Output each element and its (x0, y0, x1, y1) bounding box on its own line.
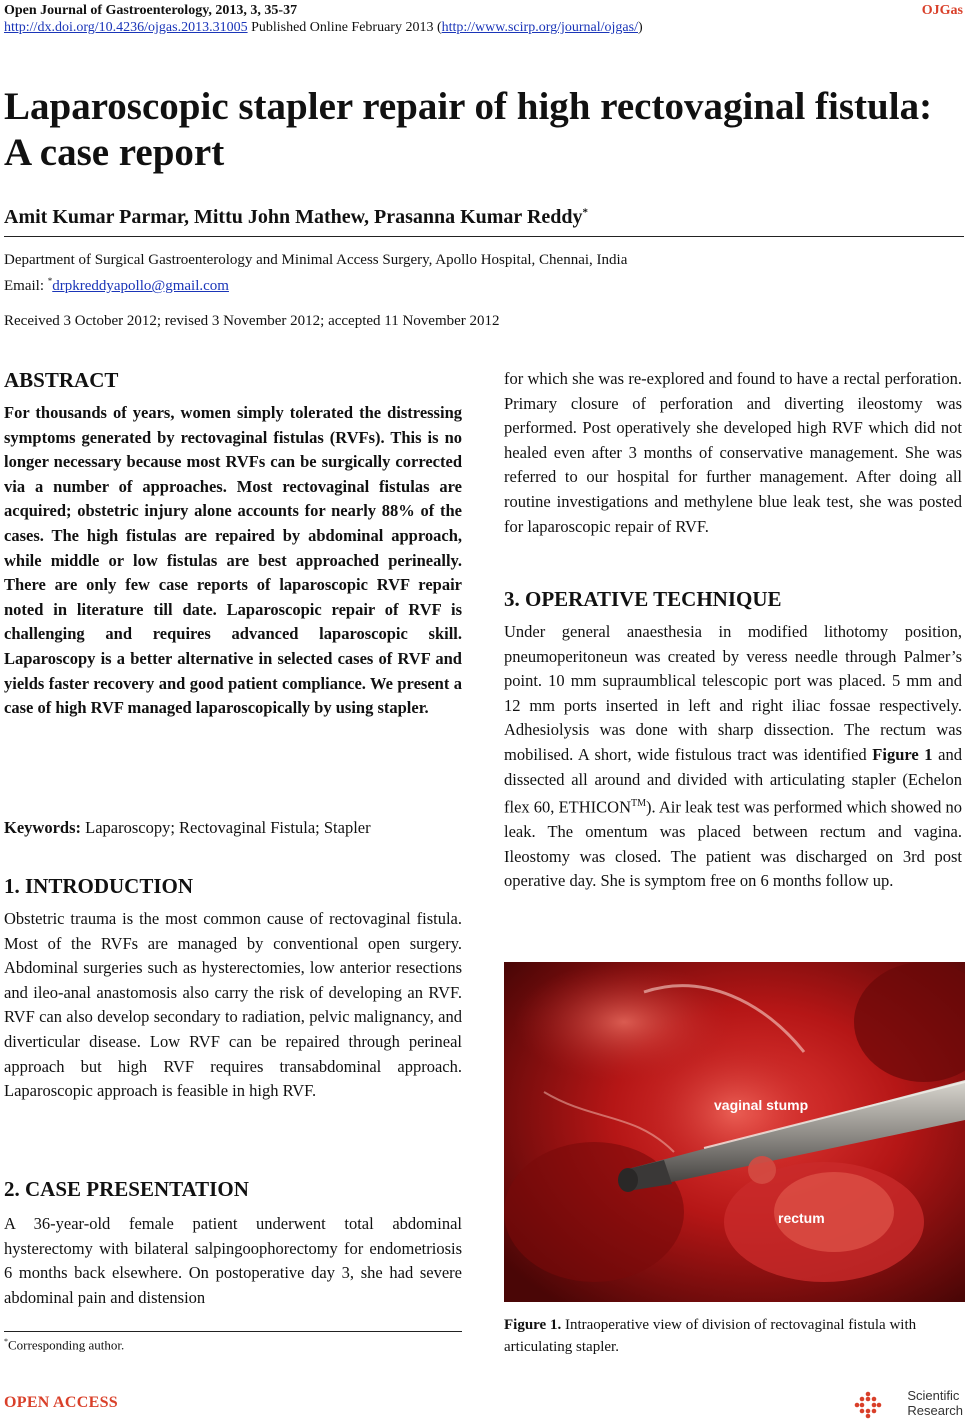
footnote-mark: * (4, 1337, 8, 1346)
technique-heading: 3. OPERATIVE TECHNIQUE (504, 587, 782, 611)
email-label: Email: (4, 278, 48, 294)
case-body-left: A 36-year-old female patient underwent total abdominal hysterectomy with bilateral salpingoophorectomy for endometriosis 6 months back elsewhere. On postoperative day 3, she had severe abdominal pain and distension (4, 1214, 462, 1307)
trademark-mark: TM (631, 798, 647, 810)
technique-text-c: ). Air leak test was performed which showed no leak. The omentum was placed between rectum and vagina. Ileostomy was closed. The patient was discharged on 3rd post operative day. She is symptom free on 6 months follow up. (504, 797, 962, 891)
intraoperative-photo (504, 962, 965, 1302)
author-list (4, 206, 588, 229)
open-access-label: OPEN ACCESS (4, 1394, 118, 1411)
title-divider (4, 236, 964, 237)
caption-text: Intraoperative view of division of rectovaginal fistula with articulating stapler. (504, 1317, 917, 1355)
publisher-line-2: Research (907, 1403, 963, 1418)
received-dates: Received 3 October 2012; revised 3 November 2012; accepted 11 November 2012 (4, 313, 500, 329)
label-rectum: rectum (778, 1210, 825, 1226)
abstract-section (4, 367, 462, 721)
case-section-right (504, 367, 962, 539)
footnote-text: Corresponding author. (8, 1337, 125, 1353)
email-mark: * (47, 276, 53, 286)
publisher-name (907, 1388, 963, 1418)
footnote-divider (4, 1331, 462, 1332)
technique-section (504, 586, 962, 894)
affiliation: Department of Surgical Gastroenterology and Minimal Access Surgery, Apollo Hospital, Chennai, India (4, 252, 628, 268)
technique-body (504, 620, 962, 894)
paper-title (4, 84, 954, 176)
case-body-right: for which she was re-explored and found to have a rectal perforation. Primary closure of perforation and diverting ileostomy was performed. Post operatively she developed high RVF which did not healed even after 3 months of conservative management. She was referred to our hospital for further management. After doing all routine investigations and methylene blue leak test, she was posted for laparoscopic repair of RVF. (504, 369, 962, 536)
title-line-1: Laparoscopic stapler repair of high rectovaginal fistula: (4, 85, 933, 128)
journal-abbrev: OJGas (921, 3, 963, 18)
figure-reference: Figure 1 (872, 744, 933, 764)
email-line (4, 271, 627, 297)
journal-link[interactable]: http://www.scirp.org/journal/ojgas/ (441, 20, 638, 35)
photo-drawing (504, 962, 965, 1302)
authors-text: Amit Kumar Parmar, Mittu John Mathew, Prasanna Kumar Reddy (4, 206, 583, 228)
keywords-text: Laparoscopy; Rectovaginal Fistula; Stapler (81, 818, 371, 837)
closing-paren: ) (637, 20, 643, 35)
figure-caption (504, 1314, 966, 1358)
footnote (4, 1337, 124, 1353)
abstract-heading: ABSTRACT (4, 368, 119, 392)
case-heading: 2. CASE PRESENTATION (4, 1177, 249, 1201)
doi-line (4, 20, 643, 36)
introduction-body: Obstetric trauma is the most common cause of rectovaginal fistula. Most of the RVFs are managed by conventional open surgery. Abdominal surgeries such as hysterectomies, low anterior resections and ileo-anal anastomosis also carry the risk of developing an RVF. RVF can also develop secondary to radiation, pelvic malignancy, and diverticular disease. Low RVF can be repaired through perineal approach but high RVF requires transabdominal approach. Laparoscopic approach is feasible in high RVF. (4, 909, 462, 1101)
publisher-line-1: Scientific (907, 1388, 960, 1403)
title-line-2: A case report (4, 131, 225, 174)
technique-text-a: Under general anaesthesia in modified lithotomy position, pneumoperitoneun was created by veress needle through Palmer’s point. 10 mm supraumblical telescopic port was placed. 5 mm and 12 mm ports inserted in left and right iliac fossae respectively. Adhesiolysis was done with sharp dissection. The rectum was mobilised. A short, wide fistulous tract was identified (504, 622, 962, 764)
publisher-logo-icon (853, 1390, 883, 1420)
corresponding-mark: * (582, 206, 589, 219)
email-link[interactable]: drpkreddyapollo@gmail.com (52, 278, 229, 294)
introduction-heading: 1. INTRODUCTION (4, 874, 194, 898)
label-vaginal-stump: vaginal stump (714, 1097, 809, 1113)
case-section-left (4, 1176, 462, 1310)
keywords (4, 816, 462, 841)
keywords-label: Keywords: (4, 818, 81, 837)
journal-citation: Open Journal of Gastroenterology, 2013, 3, 35-37 (4, 3, 298, 18)
publisher-logo (853, 1388, 963, 1420)
doi-link[interactable]: http://dx.doi.org/10.4236/ojgas.2013.31005 (4, 20, 248, 35)
affiliation-block (4, 250, 627, 297)
abstract-body: For thousands of years, women simply tolerated the distressing symptoms generated by rectovaginal fistulas (RVFs). This is no longer necessary because most RVFs can be surgically corrected via a number of approaches. Most rectovaginal fistulas are acquired; obstetric injury alone accounts for nearly 88% of the cases. The high fistulas are repaired by abdominal approach, while middle or low fistulas are best approached perineally. There are only few case reports of laparoscopic RVF repair noted in literature till date. Laparoscopic repair of RVF is challenging and requires advanced laparoscopic skill. Laparoscopy is a better alternative in selected cases of RVF and yields faster recovery and good patient compliance. We present a case of high RVF managed laparoscopically by using stapler. (4, 403, 462, 718)
caption-label: Figure 1. (504, 1317, 562, 1333)
technique-text-b: and dissected all around and divided with articulating stapler (Echelon flex 60, ETHICON (504, 744, 962, 817)
introduction-section (4, 873, 462, 1104)
published-text: Published Online February 2013 ( (247, 20, 442, 35)
